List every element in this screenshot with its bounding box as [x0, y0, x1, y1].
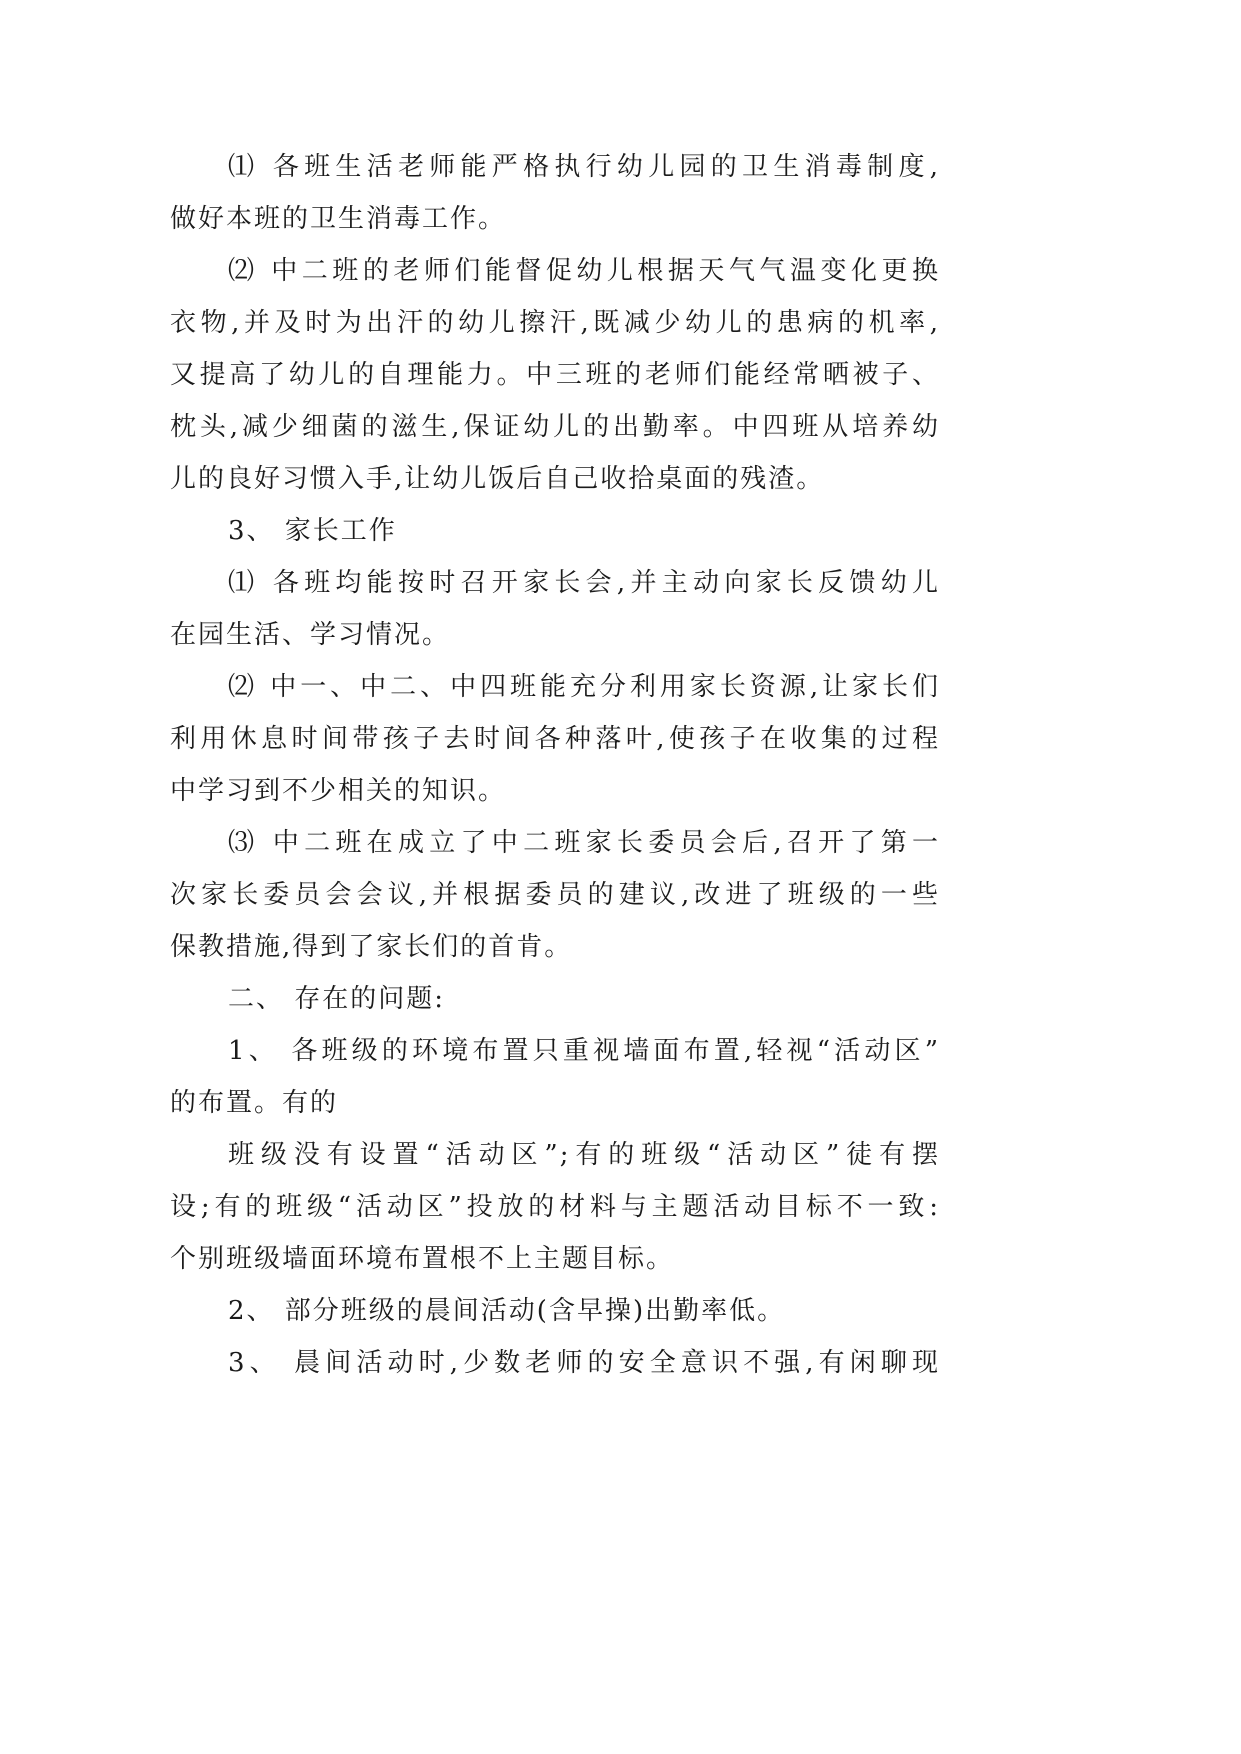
- text-line: 保教措施,得到了家长们的首肯。: [170, 932, 573, 962]
- section-heading: 3、 家长工作: [228, 516, 397, 546]
- text-line: 2、 部分班级的晨间活动(含早操)出勤率低。: [228, 1296, 786, 1326]
- text-line: 个别班级墙面环境布置根不上主题目标。: [170, 1244, 675, 1274]
- text-line: 在园生活、学习情况。: [170, 620, 451, 650]
- text-line: ⑵ 中一、中二、中四班能充分利用家长资源,让家长们: [228, 672, 940, 702]
- text-line: ⑴ 各班生活老师能严格执行幼儿园的卫生消毒制度,: [228, 152, 940, 182]
- text-line: 3、 晨间活动时,少数老师的安全意识不强,有闲聊现: [228, 1348, 940, 1378]
- section-heading: 二、 存在的问题:: [228, 984, 446, 1014]
- text-line: ⑴ 各班均能按时召开家长会,并主动向家长反馈幼儿: [228, 568, 940, 598]
- text-line: 枕头,减少细菌的滋生,保证幼儿的出勤率。中四班从培养幼: [170, 412, 940, 442]
- text-line: 做好本班的卫生消毒工作。: [170, 204, 507, 234]
- text-line: 利用休息时间带孩子去时间各种落叶,使孩子在收集的过程: [170, 724, 940, 754]
- text-line: 次家长委员会会议,并根据委员的建议,改进了班级的一些: [170, 880, 940, 910]
- text-line: 中学习到不少相关的知识。: [170, 776, 507, 806]
- text-line: 又提高了幼儿的自理能力。中三班的老师们能经常晒被子、: [170, 360, 940, 390]
- text-line: 衣物,并及时为出汗的幼儿擦汗,既减少幼儿的患病的机率,: [170, 308, 940, 338]
- text-line: 班级没有设置“活动区”;有的班级“活动区”徒有摆: [228, 1140, 940, 1170]
- text-line: 的布置。有的: [170, 1088, 339, 1118]
- document-body: [170, 141, 940, 1389]
- text-line: ⑵ 中二班的老师们能督促幼儿根据天气气温变化更换: [228, 256, 940, 286]
- text-line: 设;有的班级“活动区”投放的材料与主题活动目标不一致:: [170, 1192, 940, 1222]
- text-line: 1、 各班级的环境布置只重视墙面布置,轻视“活动区”: [228, 1036, 940, 1066]
- text-line: 儿的良好习惯入手,让幼儿饭后自己收拾桌面的残渣。: [170, 464, 825, 494]
- text-line: ⑶ 中二班在成立了中二班家长委员会后,召开了第一: [228, 828, 940, 858]
